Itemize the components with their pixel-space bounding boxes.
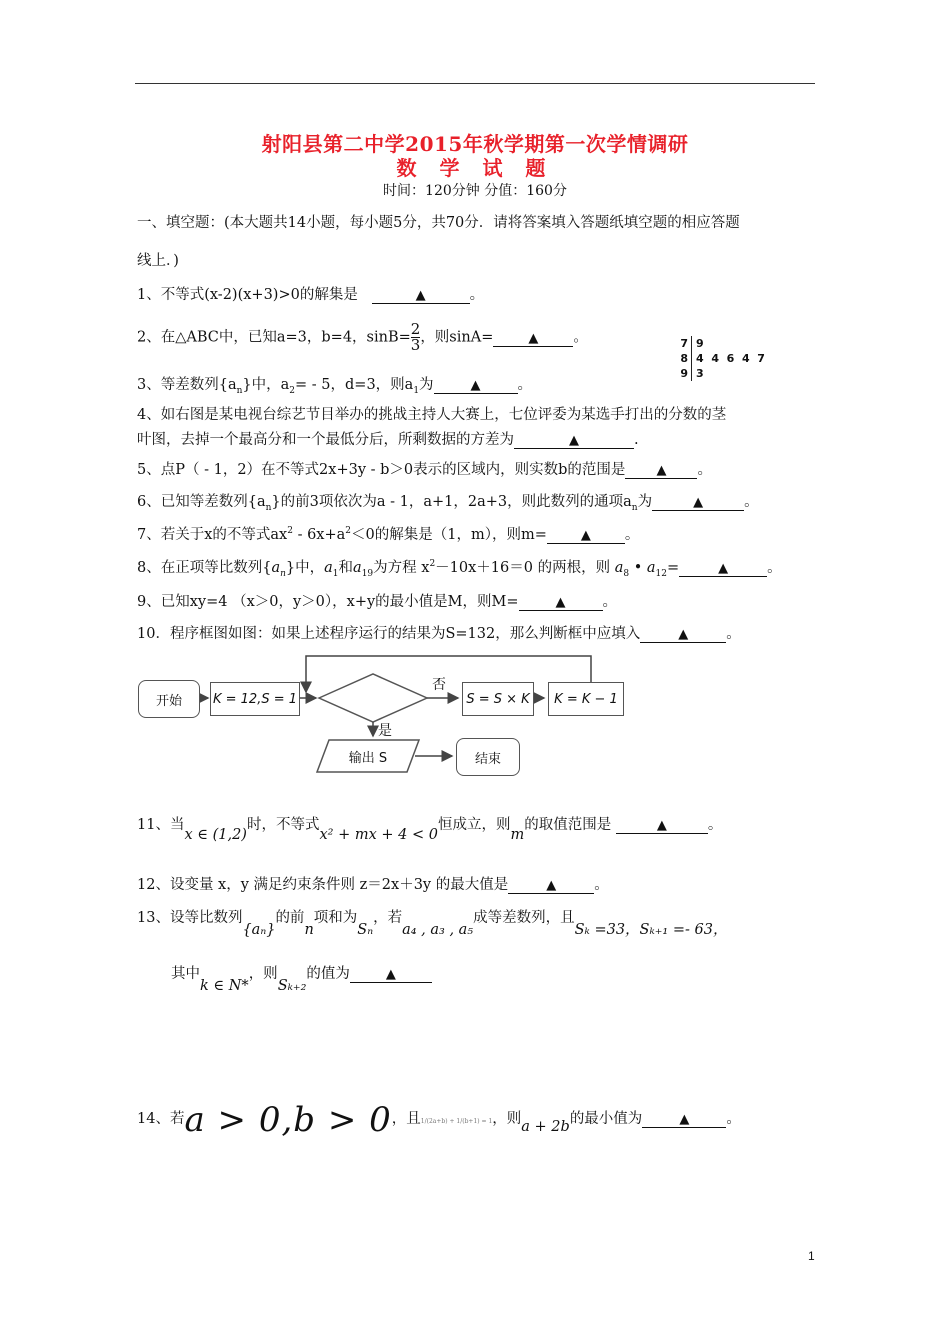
answer-marker-icon: ▲	[656, 818, 667, 833]
flow-label-yes: 是	[378, 723, 392, 739]
flow-assign-s: S = S × K	[462, 682, 534, 716]
fraction-two-thirds: $\frac{2}{3}$	[410, 320, 421, 354]
question-13-line2: 其中k ∈ N*，则Sₖ₊₂的值为 ▲	[171, 962, 432, 983]
question-14: 14、若a > 0,b > 0，且1/(2a+b) + 1/(b+1) = 1，则a + 2b的最小值为 ▲ 。	[137, 1100, 741, 1140]
question-6: 6、已知等差数列$\{a_n\}$的前3项依次为a - 1，a+1，2a+3，则此数列的通项$a_n$为 ▲ 。	[137, 494, 759, 513]
question-3: 3、等差数列$\{a_n\}$中，$a_2= - 5$，d=3，则$a_1$为 ▲ 。	[137, 377, 533, 396]
answer-marker-icon: ▲	[528, 330, 539, 346]
answer-marker-icon: ▲	[678, 627, 689, 642]
answer-marker-icon: ▲	[415, 288, 426, 303]
answer-blank-8[interactable]	[679, 561, 767, 577]
answer-marker-icon: ▲	[385, 967, 396, 982]
math-inequality: x² + mx + 4 < 0	[319, 827, 438, 843]
page-number: 1	[808, 1249, 815, 1263]
question-4-line2: 叶图，去掉一个最高分和一个最低分后，所剩数据的方差为 ▲ .	[137, 432, 639, 448]
flow-init: K = 12,S = 1	[210, 682, 300, 716]
answer-marker-icon: ▲	[470, 378, 481, 393]
question-9: 9、已知xy=4 （x＞0，y＞0），x+y的最小值是M，则M= ▲ 。	[137, 594, 618, 610]
answer-blank-7[interactable]	[547, 528, 625, 544]
question-10: 10．程序框图如图：如果上述程序运行的结果为S=132，那么判断框中应填入 ▲ 。	[137, 626, 741, 642]
answer-blank-4[interactable]	[514, 433, 634, 449]
section-heading-line1: 一、填空题：(本大题共14小题，每小题5分，共70分．请将答案填入答题纸填空题的相应答题	[137, 215, 740, 231]
stem-divider	[691, 336, 692, 381]
leaf-row-7: 9	[696, 337, 704, 350]
question-11: 11、当x ∈ (1,2)时，不等式x² + mx + 4 < 0恒成立，则m的取值范围是 ▲ 。	[137, 817, 723, 843]
question-1: 1、不等式(x-2)(x+3)>0的解集是 ▲ 。	[137, 287, 485, 303]
flow-end: 结束	[456, 738, 520, 776]
answer-blank-5[interactable]	[625, 463, 697, 479]
answer-marker-icon: ▲	[679, 1112, 690, 1127]
answer-blank-2[interactable]	[493, 331, 573, 347]
answer-marker-icon: ▲	[555, 595, 566, 610]
flow-output: 输出 S	[348, 751, 388, 766]
section-heading-line2: 线上．)	[137, 253, 179, 269]
answer-blank-10[interactable]	[640, 627, 726, 643]
math-condition-ab: a > 0,b > 0	[184, 1100, 392, 1140]
answer-blank-14[interactable]	[642, 1112, 726, 1128]
flow-start: 开始	[138, 680, 200, 718]
answer-marker-icon: ▲	[546, 878, 557, 893]
answer-blank-9[interactable]	[519, 595, 603, 611]
answer-blank-6[interactable]	[652, 495, 744, 511]
question-2: 2、在△ABC中，已知a=3，b=4，sinB= $\frac{2}{3}$ ，则sinA= ▲ 。	[137, 320, 588, 354]
stem-7: 7	[680, 337, 688, 350]
question-12: 12、设变量 x，y 满足约束条件则 z＝2x＋3y 的最大值是 ▲ 。	[137, 877, 609, 893]
flow-label-no: 否	[432, 677, 446, 693]
answer-marker-icon: ▲	[580, 528, 591, 543]
question-13-line1: 13、设等比数列{aₙ}的前n项和为Sₙ，若a₄ , a₃ , a₅成等差数列，且Sₖ =33，Sₖ₊₁ =- 63，	[137, 910, 728, 938]
question-4-line1: 4、如右图是某电视台综艺节目举办的挑战主持人大赛上，七位评委为某选手打出的分数的茎	[137, 407, 727, 423]
answer-blank-3[interactable]	[434, 378, 518, 394]
answer-blank-11[interactable]	[616, 818, 708, 834]
question-8: 8、在正项等比数列$\{a_n\}$中，$a_1$和$a_{19}$为方程 $x^2-10x+16=0$ 的两根，则 $a_8$ • $a_{12}=$ ▲ 。	[137, 559, 782, 579]
math-condition-x: x ∈ (1,2)	[184, 827, 247, 843]
answer-marker-icon: ▲	[718, 561, 729, 576]
question-5: 5、点P（ - 1，2）在不等式2x+3y - b＞0表示的区域内，则实数b的范围是 ▲ 。	[137, 462, 712, 478]
math-fraction-sum: 1/(2a+b) + 1/(b+1) = 1	[420, 1118, 493, 1125]
answer-marker-icon: ▲	[656, 463, 667, 478]
stem-9: 9	[680, 367, 688, 380]
leaf-row-8: 4 4 6 4 7	[696, 352, 765, 365]
exam-title: 射阳县第二中学2015年秋学期第一次学情调研	[261, 132, 689, 156]
leaf-row-9: 3	[696, 367, 704, 380]
question-7: 7、若关于x的不等式$ax^2 - 6x+a^2<0$的解集是（1，m），则m= ▲ 。	[137, 526, 640, 543]
answer-blank-12[interactable]	[508, 878, 594, 894]
header-rule	[135, 83, 815, 84]
flow-assign-k: K = K − 1	[548, 682, 624, 716]
exam-info: 时间：120分钟 分值：160分	[383, 183, 567, 199]
answer-marker-icon: ▲	[569, 433, 579, 448]
exam-subject: 数 学 试 题	[396, 156, 554, 180]
answer-blank-13[interactable]	[350, 967, 432, 983]
stem-8: 8	[680, 352, 688, 365]
answer-marker-icon: ▲	[693, 495, 704, 510]
answer-blank-1[interactable]	[372, 288, 470, 304]
program-flowchart	[136, 652, 626, 782]
